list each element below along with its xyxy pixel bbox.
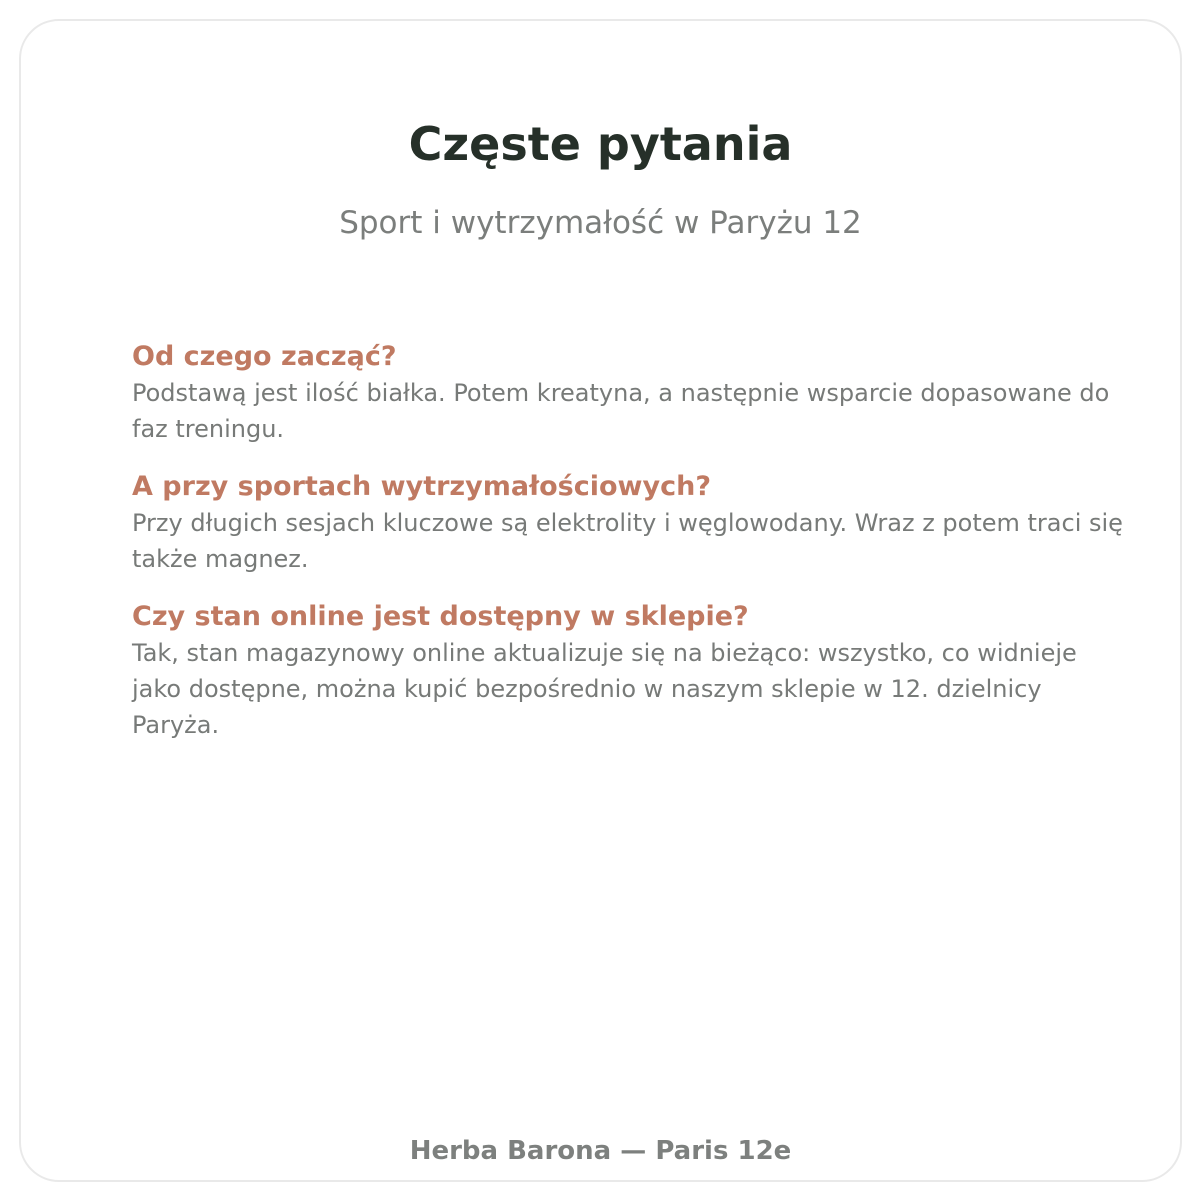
faq-list: [132, 339, 1132, 765]
faq-answer: Podstawą jest ilość białka. Potem kreatyna, a następnie wsparcie dopasowane do faz treningu.: [132, 379, 1110, 443]
faq-question: Czy stan online jest dostępny w sklepie?: [132, 601, 749, 632]
faq-item: [132, 339, 1132, 447]
faq-answer: Przy długich sesjach kluczowe są elektrolity i węglowodany. Wraz z potem traci się także magnez.: [132, 509, 1123, 573]
faq-question: Od czego zacząć?: [132, 341, 397, 372]
faq-answer: Tak, stan magazynowy online aktualizuje się na bieżąco: wszystko, co widnieje jako dostępne, można kupić bezpośrednio w naszym sklepie w 12. dzielnicy Paryża.: [132, 639, 1077, 739]
page-title: Częste pytania: [408, 117, 793, 171]
faq-question: A przy sportach wytrzymałościowych?: [132, 471, 711, 502]
faq-card: [19, 19, 1182, 1182]
faq-item: [132, 469, 1132, 577]
footer-brand: Herba Barona — Paris 12e: [409, 1136, 792, 1166]
page-subtitle: Sport i wytrzymałość w Paryżu 12: [339, 205, 862, 241]
faq-item: [132, 599, 1132, 743]
